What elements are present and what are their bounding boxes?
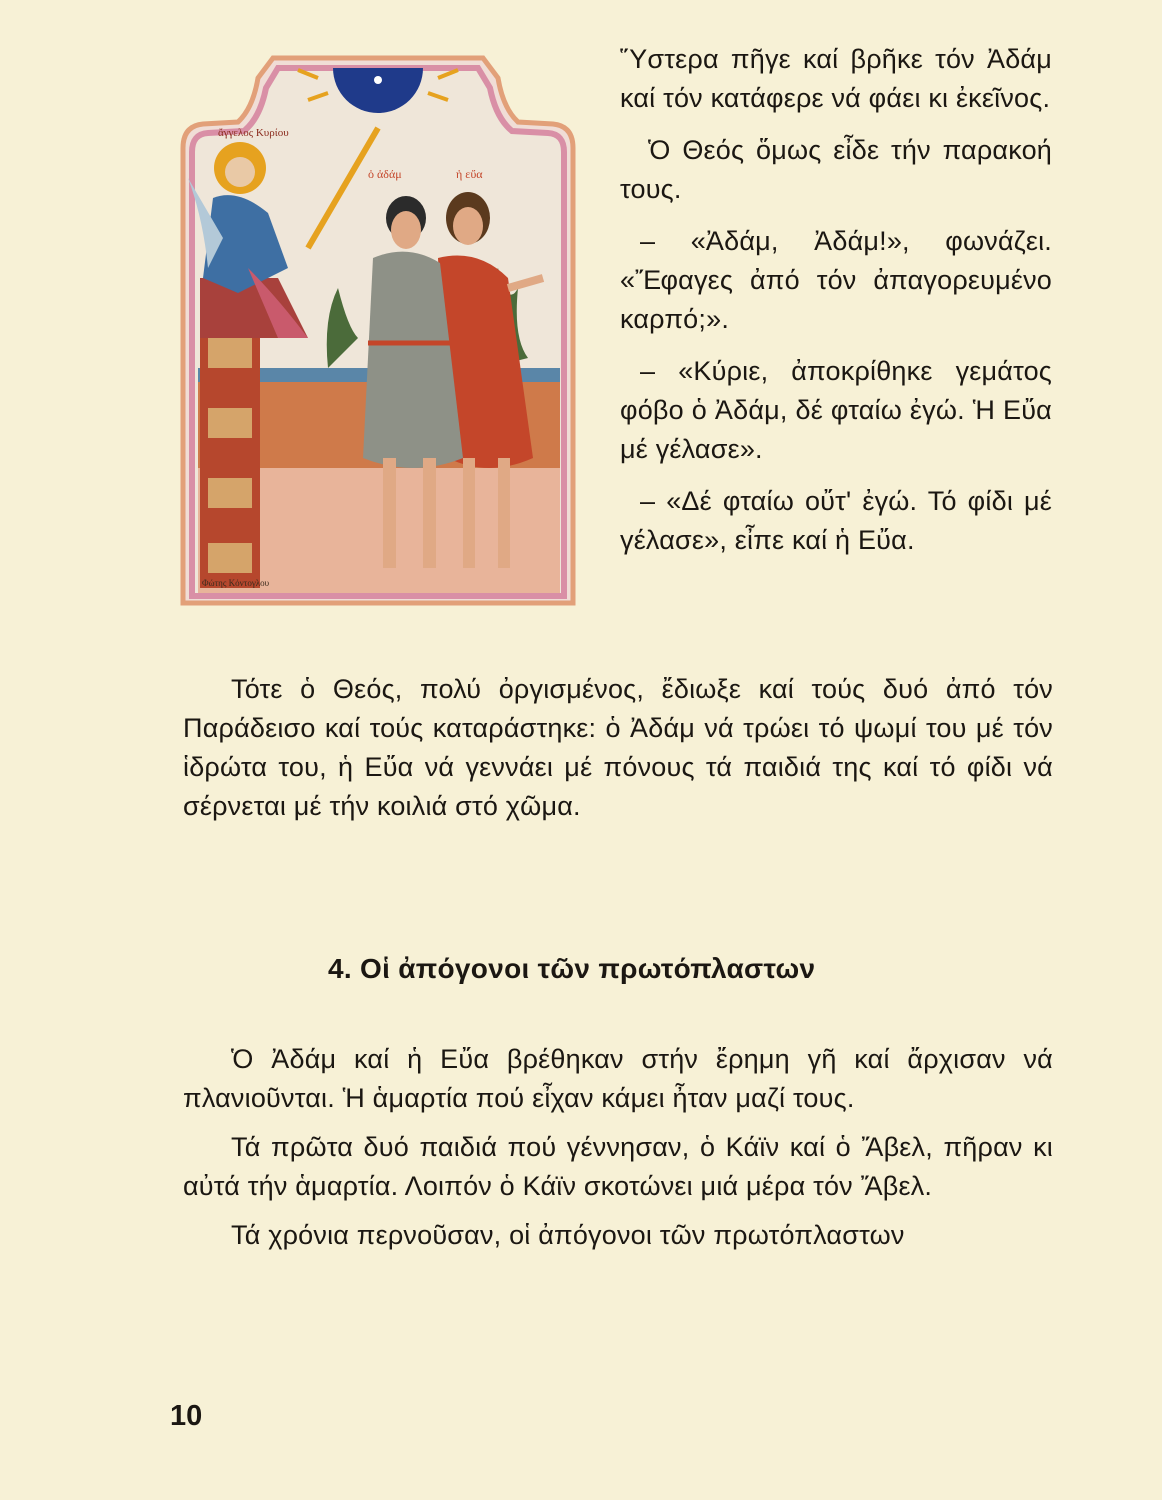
section-body: [183, 1040, 1053, 1265]
angel-face: [225, 157, 255, 187]
right-column-text: [620, 40, 1052, 573]
icon-painting: [178, 38, 578, 613]
full-width-text: [183, 670, 1053, 836]
section-heading: 4. Οἱ ἀπόγονοι τῶν πρωτόπλαστων: [328, 953, 816, 984]
adam-inscription: ὁ ἀδάμ: [368, 167, 402, 181]
eve-face: [453, 207, 483, 245]
adam-face: [391, 211, 421, 249]
dialogue-line: – «Ἀδάμ, Ἀδάμ!», φωνάζει. «Ἔφαγες ἀπό τόν ἀπαγορευμένο καρπό;».: [620, 226, 1052, 334]
paragraph: Ὕστερα πῆγε καί βρῆκε τόν Ἀδάμ καί τόν κατάφερε νά φάει κι ἐκεῖνος.: [620, 44, 1052, 113]
star: [374, 76, 382, 84]
paragraph: Τά χρόνια περνοῦσαν, οἱ ἀπόγονοι τῶν πρωτόπλαστων: [231, 1220, 905, 1250]
paragraph: Ὁ Θεός ὅμως εἶδε τήν παρακοή τους.: [620, 135, 1052, 204]
paragraph: Τότε ὁ Θεός, πολύ ὀργισμένος, ἔδιωξε καί τούς δυό ἀπό τόν Παράδεισο καί τούς καταράστηκε: ὁ Ἀδάμ νά τρώει τό ψωμί του μέ τόν ἱδρώτα του, ἡ Εὔα νά γεννάει μέ πόνους τά παιδιά της καί τό φίδι νά σέρνεται μέ τήν κοιλιά στό χῶμα.: [183, 674, 1053, 821]
paragraph: Ὁ Ἀδάμ καί ἡ Εὔα βρέθηκαν στήν ἔρημη γῆ καί ἄρχισαν νά πλανιοῦνται. Ἡ ἁμαρτία πού εἶχαν κάμει ἦταν μαζί τους.: [183, 1044, 1053, 1113]
paragraph: Τά πρῶτα δυό παιδιά πού γέννησαν, ὁ Κάϊν καί ὁ Ἄβελ, πῆραν κι αὐτά τήν ἁμαρτία. Λοιπόν ὁ Κάϊν σκοτώνει μιά μέρα τόν Ἄβελ.: [183, 1132, 1053, 1201]
dialogue-line: – «Δέ φταίω οὔτ' ἐγώ. Τό φίδι μέ γέλασε», εἶπε καί ἡ Εὔα.: [620, 486, 1052, 555]
eve-inscription: ἡ εὔα: [456, 167, 483, 181]
expulsion-icon-illustration: [178, 38, 578, 613]
angel-inscription: ἄγγελος Κυρίου: [218, 127, 289, 139]
painter-signature: Φώτης Κόντογλου: [202, 578, 270, 588]
dialogue-line: – «Κύριε, ἀποκρίθηκε γεμάτος φόβο ὁ Ἀδάμ, δέ φταίω ἐγώ. Ἡ Εὔα μέ γέλασε».: [620, 356, 1052, 464]
page-number: 10: [170, 1400, 203, 1432]
